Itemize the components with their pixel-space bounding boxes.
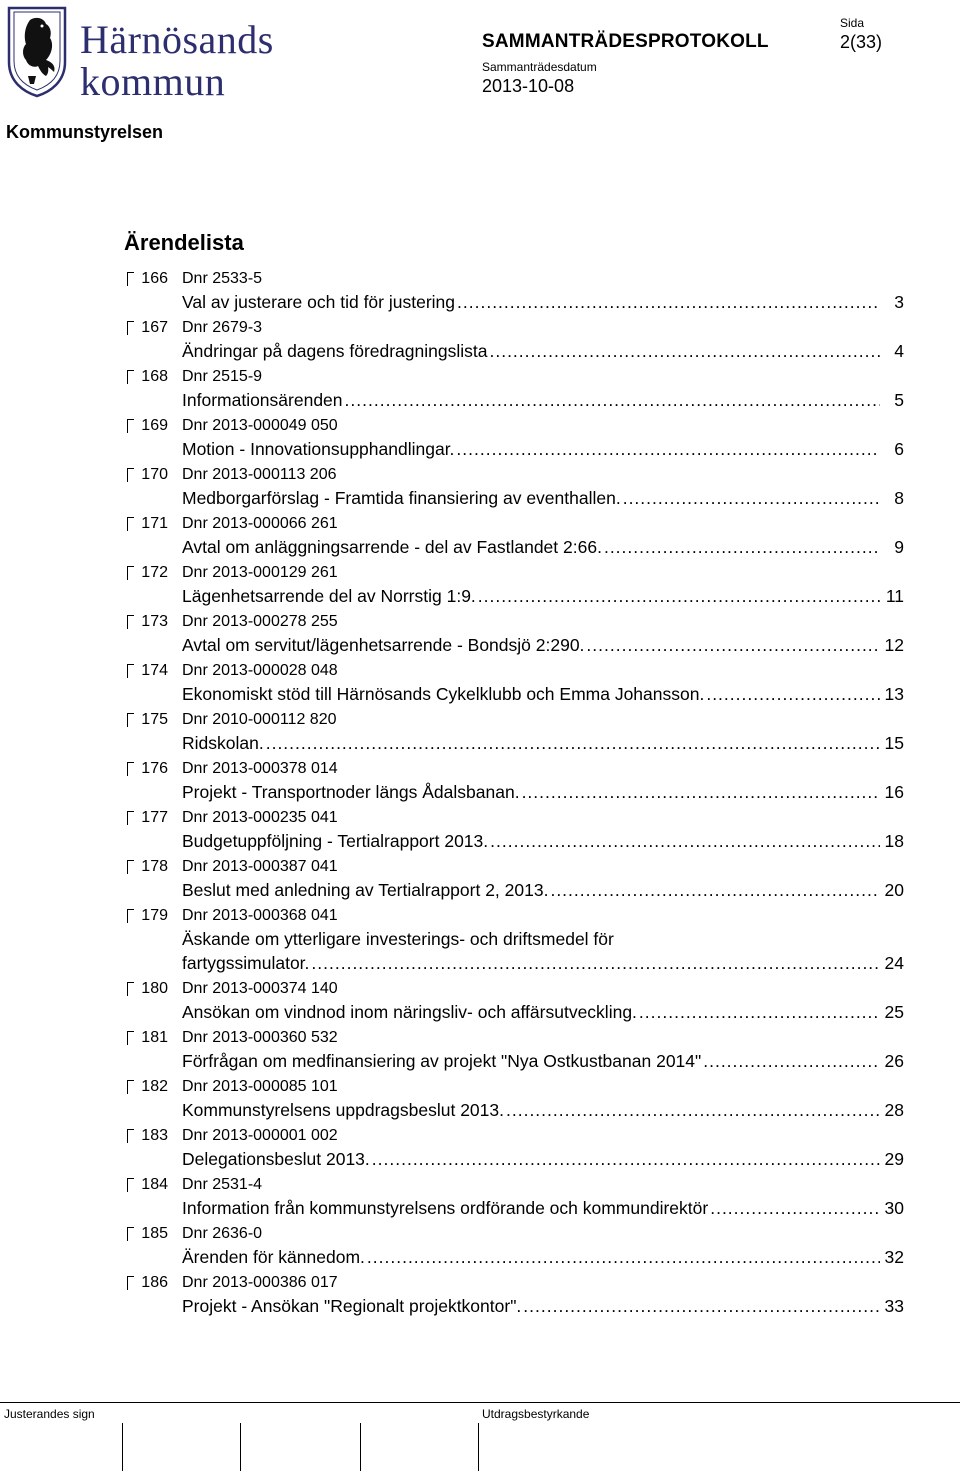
agenda-item-number: 181 <box>141 1029 168 1046</box>
meeting-date-label: Sammanträdesdatum <box>482 60 597 74</box>
agenda-item-page: 20 <box>884 880 904 900</box>
agenda-item-page: 13 <box>884 684 904 704</box>
agenda-item <box>124 611 904 657</box>
agenda-item-number: 170 <box>141 466 168 483</box>
agenda-item <box>124 317 904 363</box>
dot-leader <box>311 951 880 975</box>
agenda-item-number: 173 <box>141 613 168 630</box>
list-marker-icon <box>124 982 138 996</box>
agenda-item <box>124 1223 904 1269</box>
agenda-item-header <box>124 268 904 290</box>
agenda-item-number: 179 <box>141 907 168 924</box>
agenda-item-dnr: Dnr 2013-000386 017 <box>182 1274 338 1291</box>
dot-leader <box>506 1098 880 1122</box>
agenda-item-page: 4 <box>894 341 904 361</box>
agenda-item-title: Projekt - Transportnoder längs Ådalsbanan. <box>182 782 520 802</box>
agenda-item-title-line: Äskande om ytterligare investerings- och driftsmedel för <box>182 929 614 949</box>
agenda-item-header <box>124 905 904 927</box>
dot-leader <box>523 1294 880 1318</box>
organization-name: Kommunstyrelsen <box>6 122 164 142</box>
agenda-item-dnr: Dnr 2013-000028 048 <box>182 662 338 679</box>
sign-box-divider <box>478 1423 479 1471</box>
dot-leader <box>489 339 880 363</box>
logo-line-harnosands: Härnösands <box>80 17 274 62</box>
agenda-item-dnr: Dnr 2013-000129 261 <box>182 564 338 581</box>
agenda-item-title: Val av justerare och tid för justering <box>182 292 456 312</box>
agenda-item-number: 171 <box>141 515 168 532</box>
agenda-item-number: 169 <box>141 417 168 434</box>
agenda-item-title: Ekonomiskt stöd till Härnösands Cykelklubb och Emma Johansson. <box>182 684 705 704</box>
agenda-item <box>124 268 904 314</box>
agenda-item <box>124 1272 904 1318</box>
agenda-item-title: Avtal om servitut/lägenhetsarrende - Bondsjö 2:290. <box>182 635 585 655</box>
agenda-item <box>124 905 904 975</box>
agenda-item <box>124 807 904 853</box>
footer <box>0 1402 960 1471</box>
extract-label: Utdragsbestyrkande <box>482 1407 590 1421</box>
agenda-item-page: 33 <box>884 1296 904 1316</box>
list-marker-icon <box>124 272 138 286</box>
agenda-item-number: 178 <box>141 858 168 875</box>
agenda-item-header <box>124 978 904 1000</box>
agenda-item-number: 176 <box>141 760 168 777</box>
protocol-title: SAMMANTRÄDESPROTOKOLL <box>482 31 769 52</box>
dot-leader <box>710 1196 880 1220</box>
agenda-item-header <box>124 807 904 829</box>
agenda-item-dnr: Dnr 2013-000360 532 <box>182 1029 338 1046</box>
agenda-item-page: 8 <box>894 488 904 508</box>
agenda-item-dnr: Dnr 2013-000113 206 <box>182 466 337 483</box>
agenda-item-header <box>124 1076 904 1098</box>
page-label: Sida <box>840 16 865 30</box>
agenda-item-header <box>124 1174 904 1196</box>
agenda-item-title: Förfrågan om medfinansiering av projekt "Nya Ostkustbanan 2014" <box>182 1051 702 1071</box>
logo-wordmark <box>80 18 274 102</box>
list-marker-icon <box>124 1276 138 1290</box>
list-marker-icon <box>124 762 138 776</box>
agenda-item-title: Ärenden för kännedom. <box>182 1247 365 1267</box>
agenda-item-title: Budgetuppföljning - Tertialrapport 2013. <box>182 831 489 851</box>
agenda-item-title: Ändringar på dagens föredragningslista <box>182 341 488 361</box>
agenda-item-number: 182 <box>141 1078 168 1095</box>
agenda-item-dnr: Dnr 2013-000374 140 <box>182 980 338 997</box>
page-number: 2(33) <box>840 32 883 52</box>
agenda-item-title: Ridskolan. <box>182 733 264 753</box>
dot-leader <box>456 437 880 461</box>
agenda-item <box>124 856 904 902</box>
agenda-item-dnr: Dnr 2013-000387 041 <box>182 858 338 875</box>
agenda-item-page: 32 <box>884 1247 904 1267</box>
agenda-item-title: fartygssimulator. <box>182 953 310 973</box>
agenda-item-number: 175 <box>141 711 168 728</box>
agenda-item <box>124 415 904 461</box>
agenda-item-title: Kommunstyrelsens uppdragsbeslut 2013. <box>182 1100 504 1120</box>
list-marker-icon <box>124 811 138 825</box>
agenda-list <box>124 268 904 1321</box>
agenda-item-header <box>124 415 904 437</box>
agenda-item-header <box>124 1223 904 1245</box>
agenda-item-header <box>124 660 904 682</box>
dot-leader <box>490 829 880 853</box>
agenda-item-header <box>124 709 904 731</box>
agenda-item-title: Lägenhetsarrende del av Norrstig 1:9. <box>182 586 476 606</box>
list-marker-icon <box>124 321 138 335</box>
dot-leader <box>706 682 880 706</box>
agenda-item <box>124 513 904 559</box>
sign-label: Justerandes sign <box>4 1407 95 1421</box>
dot-leader <box>266 731 880 755</box>
list-marker-icon <box>124 419 138 433</box>
agenda-item-number: 180 <box>141 980 168 997</box>
agenda-item <box>124 978 904 1024</box>
list-marker-icon <box>124 664 138 678</box>
agenda-item-title: Ansökan om vindnod inom näringsliv- och affärsutveckling. <box>182 1002 637 1022</box>
agenda-item-dnr: Dnr 2013-000368 041 <box>182 907 338 924</box>
agenda-item-dnr: Dnr 2013-000001 002 <box>182 1127 338 1144</box>
agenda-item-number: 166 <box>141 270 168 287</box>
dot-leader <box>478 584 880 608</box>
list-marker-icon <box>124 1031 138 1045</box>
agenda-item-dnr: Dnr 2515-9 <box>182 368 263 385</box>
agenda-item-title: Motion - Innovationsupphandlingar. <box>182 439 455 459</box>
list-marker-icon <box>124 909 138 923</box>
dot-leader <box>372 1147 880 1171</box>
agenda-item-number: 174 <box>141 662 168 679</box>
agenda-item-title: Informationsärenden <box>182 390 343 410</box>
agenda-item-page: 25 <box>884 1002 904 1022</box>
agenda-item <box>124 758 904 804</box>
agenda-item-header <box>124 1125 904 1147</box>
agenda-item <box>124 1174 904 1220</box>
agenda-item-header <box>124 464 904 486</box>
agenda-item-dnr: Dnr 2013-000049 050 <box>182 417 338 434</box>
agenda-item-header <box>124 513 904 535</box>
agenda-item-page: 15 <box>884 733 904 753</box>
list-marker-icon <box>124 713 138 727</box>
agenda-item-page: 30 <box>884 1198 904 1218</box>
agenda-item-page: 3 <box>894 292 904 312</box>
agenda-item-number: 177 <box>141 809 168 826</box>
agenda-item-header <box>124 611 904 633</box>
agenda-item-page: 6 <box>894 439 904 459</box>
page-title: Ärendelista <box>124 230 244 255</box>
agenda-item-number: 168 <box>141 368 168 385</box>
meeting-date-value: 2013-10-08 <box>482 76 575 96</box>
agenda-item <box>124 464 904 510</box>
list-marker-icon <box>124 1227 138 1241</box>
list-marker-icon <box>124 566 138 580</box>
dot-leader <box>522 780 880 804</box>
agenda-item-number: 167 <box>141 319 168 336</box>
sign-box-divider <box>240 1423 241 1471</box>
dot-leader <box>550 878 880 902</box>
agenda-item <box>124 562 904 608</box>
list-marker-icon <box>124 860 138 874</box>
agenda-item-page: 9 <box>894 537 904 557</box>
agenda-item <box>124 1076 904 1122</box>
list-marker-icon <box>124 615 138 629</box>
agenda-item-page: 12 <box>884 635 904 655</box>
coat-of-arms-logo <box>6 4 68 98</box>
list-marker-icon <box>124 468 138 482</box>
agenda-item-number: 172 <box>141 564 168 581</box>
dot-leader <box>457 290 880 314</box>
agenda-item <box>124 660 904 706</box>
agenda-item-header <box>124 317 904 339</box>
agenda-item <box>124 366 904 412</box>
list-marker-icon <box>124 1178 138 1192</box>
agenda-item-header <box>124 1027 904 1049</box>
agenda-item-dnr: Dnr 2531-4 <box>182 1176 263 1193</box>
agenda-item-number: 184 <box>141 1176 168 1193</box>
agenda-item-page: 24 <box>884 953 904 973</box>
dot-leader <box>639 1000 880 1024</box>
agenda-item-header <box>124 366 904 388</box>
agenda-item-header <box>124 758 904 780</box>
agenda-item-page: 11 <box>885 586 904 606</box>
agenda-item-page: 16 <box>884 782 904 802</box>
agenda-item-page: 18 <box>884 831 904 851</box>
agenda-item-dnr: Dnr 2533-5 <box>182 270 263 287</box>
sign-box-divider <box>360 1423 361 1471</box>
dot-leader <box>586 633 880 657</box>
agenda-item-header <box>124 562 904 584</box>
list-marker-icon <box>124 517 138 531</box>
agenda-item-title: Projekt - Ansökan "Regionalt projektkontor". <box>182 1296 522 1316</box>
agenda-item-title: Medborgarförslag - Framtida finansiering av eventhallen. <box>182 488 621 508</box>
agenda-item-page: 29 <box>884 1149 904 1169</box>
list-marker-icon <box>124 1080 138 1094</box>
agenda-item-title: Beslut med anledning av Tertialrapport 2, 2013. <box>182 880 549 900</box>
logo-line-kommun: kommun <box>80 59 226 104</box>
agenda-item-page: 28 <box>884 1100 904 1120</box>
list-marker-icon <box>124 370 138 384</box>
dot-leader <box>703 1049 880 1073</box>
agenda-item-title: Information från kommunstyrelsens ordförande och kommundirektör <box>182 1198 709 1218</box>
agenda-item-title: Avtal om anläggningsarrende - del av Fastlandet 2:66. <box>182 537 602 557</box>
sign-box-divider <box>122 1423 123 1471</box>
agenda-item-dnr: Dnr 2013-000378 014 <box>182 760 338 777</box>
agenda-item-dnr: Dnr 2013-000235 041 <box>182 809 338 826</box>
agenda-item-dnr: Dnr 2013-000278 255 <box>182 613 338 630</box>
agenda-item-dnr: Dnr 2013-000066 261 <box>182 515 338 532</box>
list-marker-icon <box>124 1129 138 1143</box>
agenda-item-dnr: Dnr 2679-3 <box>182 319 263 336</box>
dot-leader <box>345 388 880 412</box>
agenda-item-dnr: Dnr 2636-0 <box>182 1225 263 1242</box>
agenda-item <box>124 1125 904 1171</box>
agenda-item-page: 5 <box>894 390 904 410</box>
agenda-item-title: Delegationsbeslut 2013. <box>182 1149 370 1169</box>
agenda-item-number: 183 <box>141 1127 168 1144</box>
agenda-item-dnr: Dnr 2013-000085 101 <box>182 1078 338 1095</box>
dot-leader <box>367 1245 880 1269</box>
agenda-item <box>124 709 904 755</box>
agenda-item-number: 185 <box>141 1225 168 1242</box>
agenda-item <box>124 1027 904 1073</box>
agenda-item-dnr: Dnr 2010-000112 820 <box>182 711 337 728</box>
agenda-item-header <box>124 856 904 878</box>
agenda-item-page: 26 <box>884 1051 904 1071</box>
agenda-item-number: 186 <box>141 1274 168 1291</box>
agenda-item-header <box>124 1272 904 1294</box>
dot-leader <box>623 486 880 510</box>
dot-leader <box>604 535 880 559</box>
